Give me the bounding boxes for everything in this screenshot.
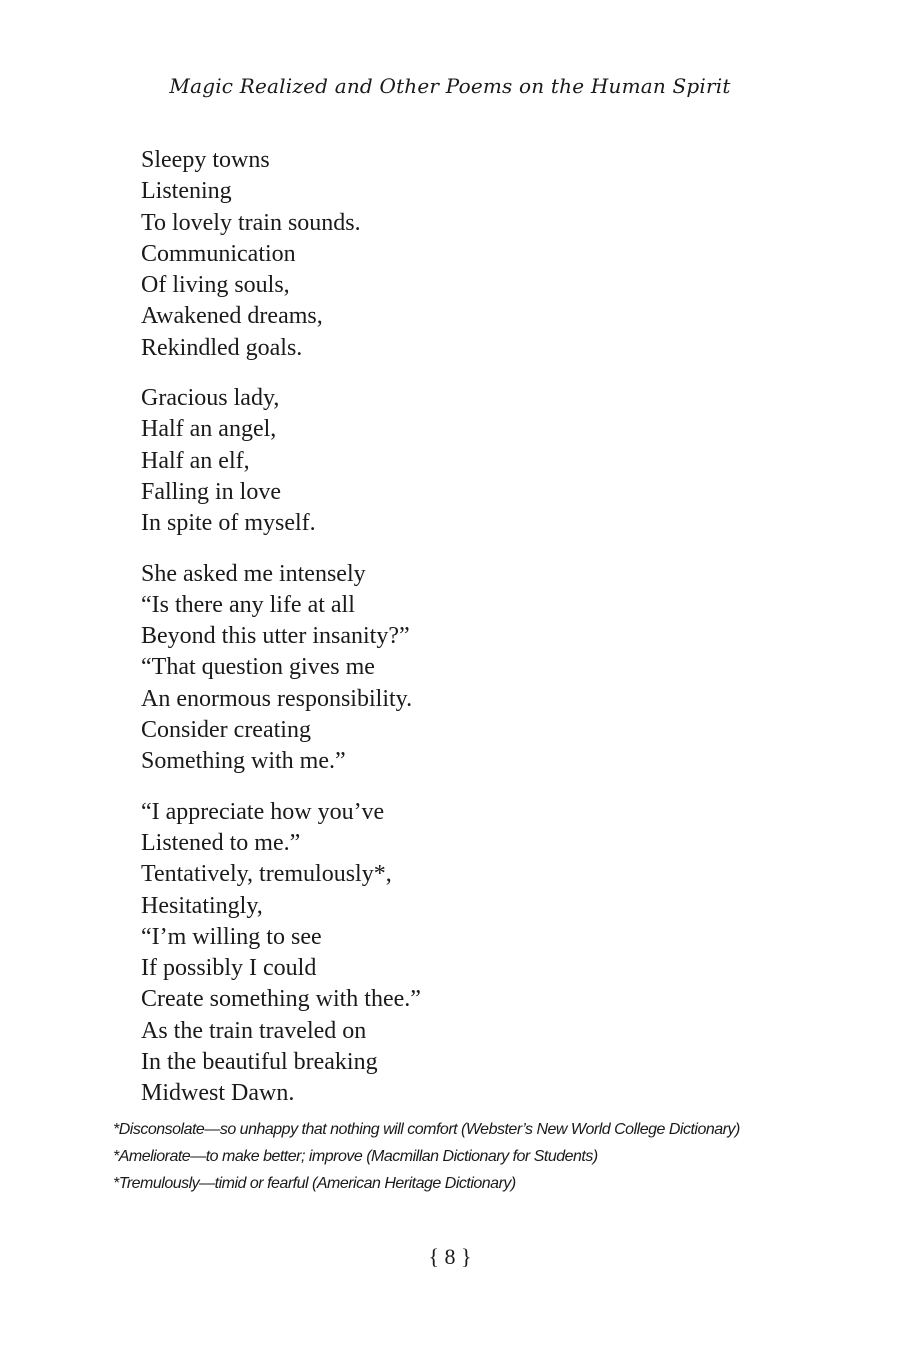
- poem-line: Tentatively, tremulously*,: [141, 861, 392, 888]
- poem-line: Of living souls,: [141, 272, 290, 299]
- stanza-3: [141, 559, 781, 778]
- poem-line: Listened to me.”: [141, 829, 301, 856]
- footnote-ameliorate: *Ameliorate—to make better; improve (Macmillan Dictionary for Students): [113, 1148, 598, 1165]
- running-header: Magic Realized and Other Poems on the Human Spirit: [169, 74, 731, 98]
- poem-line: To lovely train sounds.: [141, 209, 361, 236]
- stanza-2: [141, 383, 781, 539]
- poem-body: [141, 145, 781, 1110]
- poem-line: Hesitatingly,: [141, 892, 263, 919]
- poem-line: An enormous responsibility.: [141, 685, 413, 712]
- stanza-1: [141, 145, 781, 364]
- poem-line: Gracious lady,: [141, 385, 280, 412]
- poem-line: Falling in love: [141, 478, 281, 505]
- poem-line: Sleepy towns: [141, 147, 270, 173]
- poem-line: Something with me.”: [141, 748, 346, 775]
- poem-line: Create something with thee.”: [141, 986, 421, 1013]
- footnote-tremulously: *Tremulously—timid or fearful (American Heritage Dictionary): [113, 1175, 516, 1192]
- poem-line: “That question gives me: [141, 654, 375, 681]
- poem-line: If possibly I could: [141, 955, 317, 982]
- poem-line: Half an elf,: [141, 447, 250, 474]
- stanza-4: [141, 797, 781, 1110]
- footnote-disconsolate: *Disconsolate—so unhappy that nothing will comfort (Webster’s New World College Dictionary): [113, 1121, 740, 1138]
- poem-line: “Is there any life at all: [141, 591, 355, 618]
- poem-line: In the beautiful breaking: [141, 1049, 378, 1076]
- poem-line: Consider creating: [141, 717, 311, 744]
- poem-line: Half an angel,: [141, 416, 277, 443]
- poem-line: She asked me intensely: [141, 560, 366, 587]
- poem-line: Listening: [141, 178, 232, 205]
- poem-line: “I’m willing to see: [141, 923, 322, 950]
- poem-line: Rekindled goals.: [141, 334, 303, 361]
- footnotes: [113, 1116, 813, 1197]
- poem-line: In spite of myself.: [141, 510, 316, 537]
- page-number: { 8 }: [428, 1244, 472, 1269]
- poem-line: Communication: [141, 240, 296, 267]
- poem-line: As the train traveled on: [141, 1017, 367, 1044]
- poem-line: Midwest Dawn.: [141, 1080, 295, 1107]
- poem-line: Beyond this utter insanity?”: [141, 623, 410, 650]
- poem-line: “I appreciate how you’ve: [141, 798, 385, 825]
- poem-line: Awakened dreams,: [141, 303, 323, 330]
